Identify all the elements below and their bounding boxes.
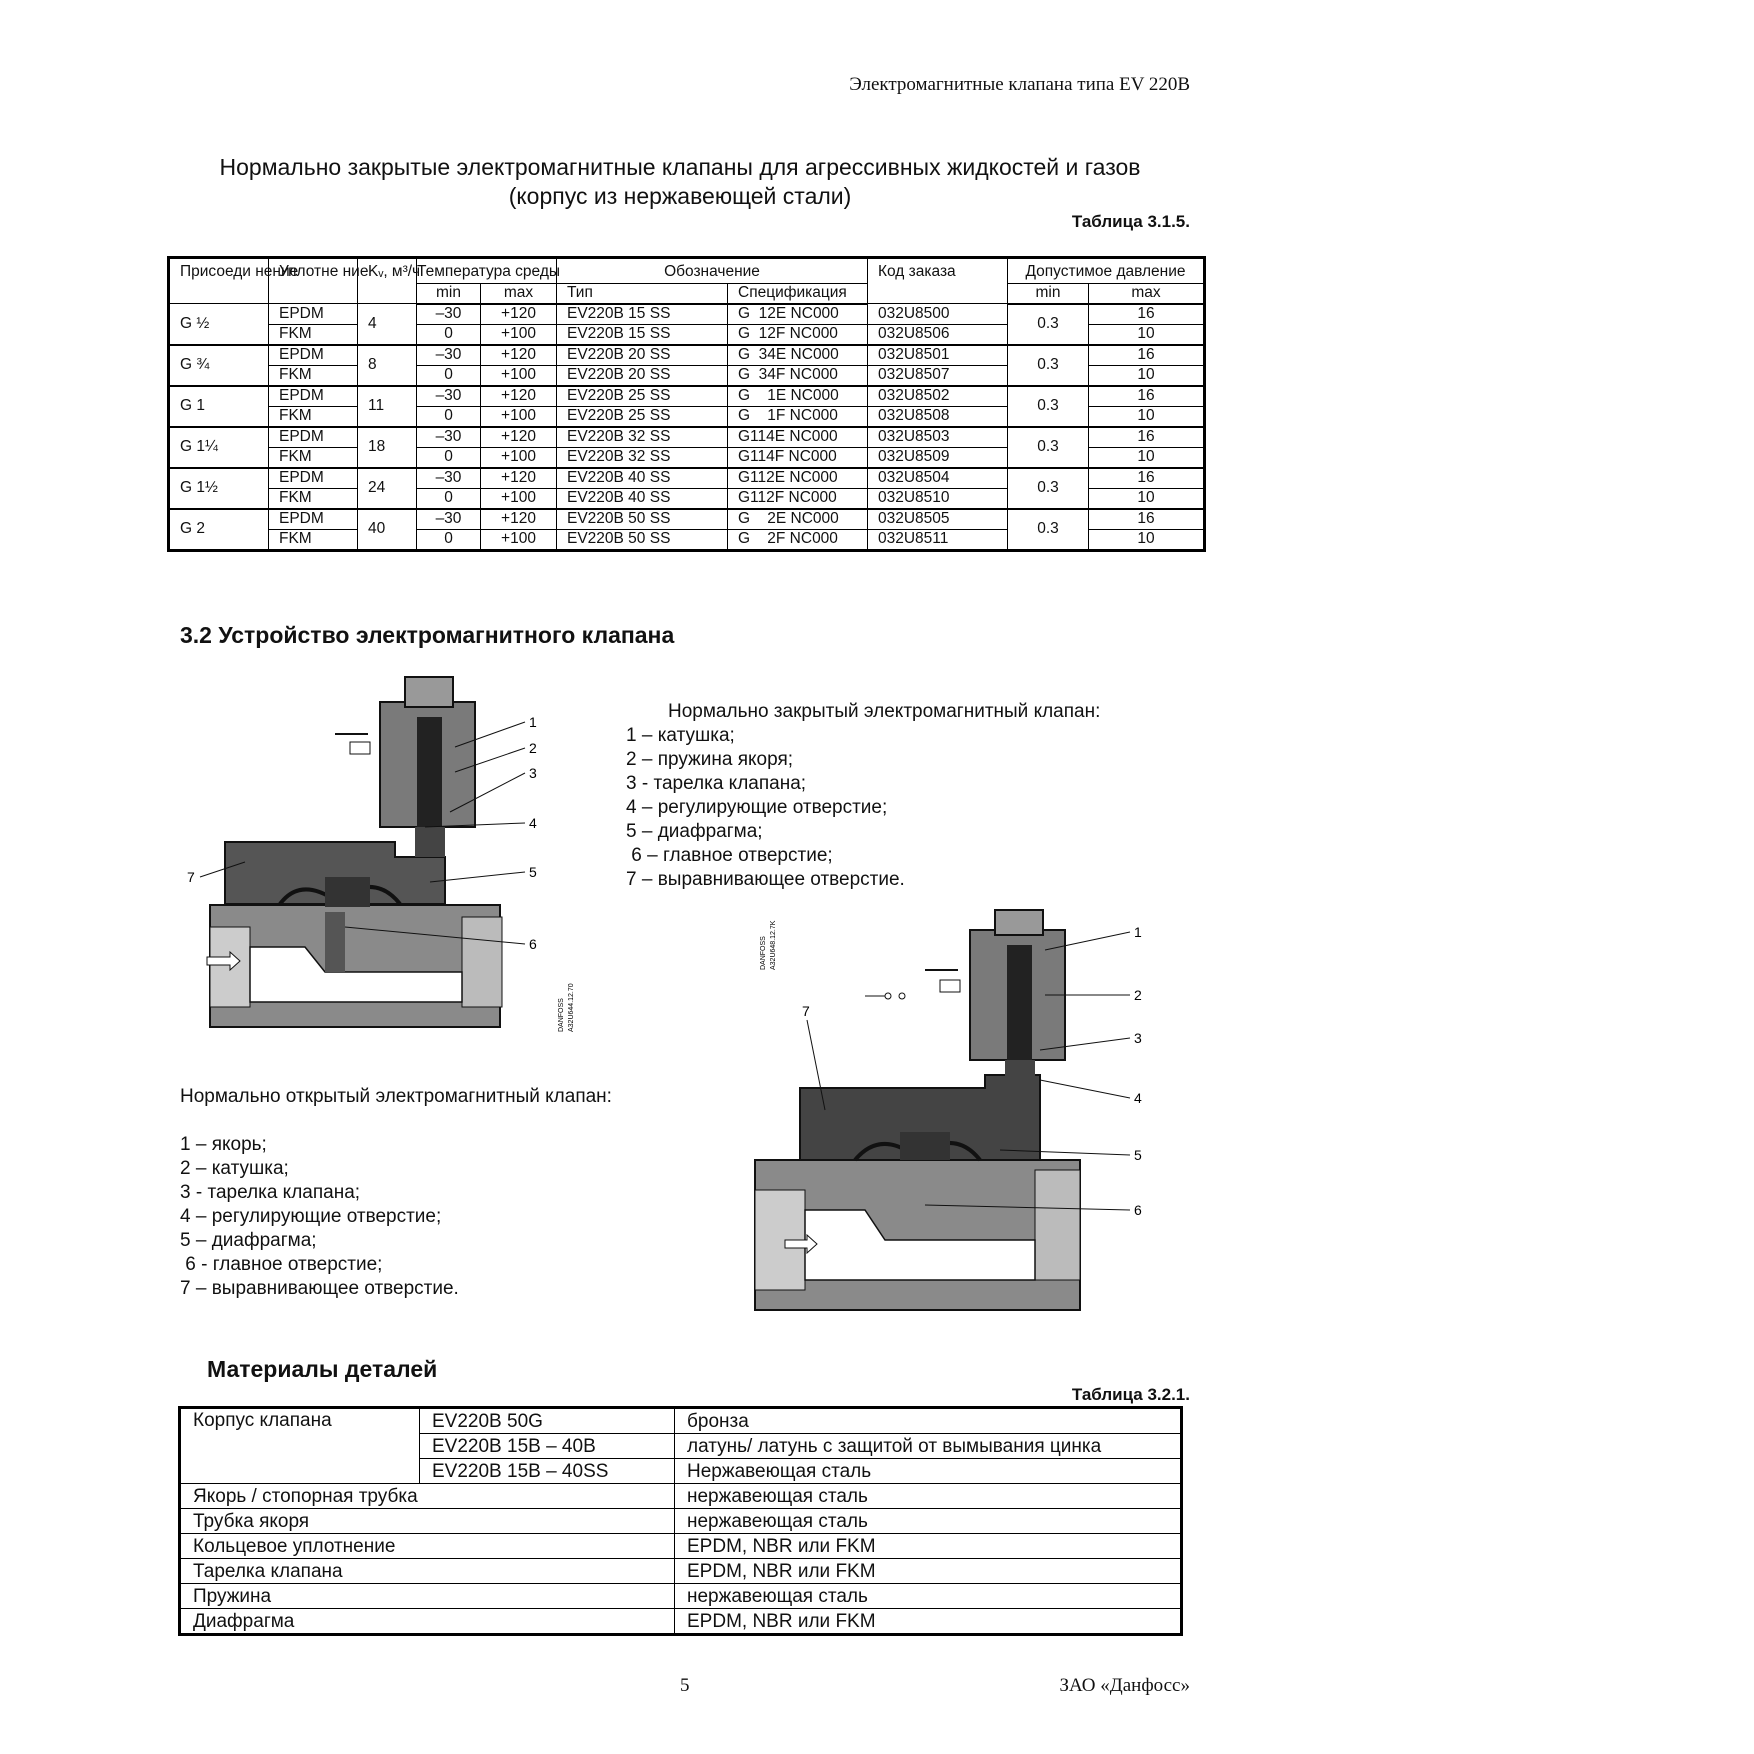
cell-pressure-max: 10 bbox=[1089, 406, 1205, 427]
outlet-thread bbox=[462, 917, 502, 1007]
cell-temp-min: 0 bbox=[417, 488, 481, 509]
cell-temp-min: 0 bbox=[417, 406, 481, 427]
col-temp-max: max bbox=[481, 283, 557, 303]
cell-material: Нержавеющая сталь bbox=[675, 1459, 1182, 1484]
coil-cap bbox=[995, 910, 1043, 935]
cell-part: Пружина bbox=[180, 1584, 675, 1609]
cell-pressure-max: 16 bbox=[1089, 386, 1205, 407]
callout-4: 4 bbox=[1134, 1090, 1142, 1106]
col-pressure-min: min bbox=[1008, 283, 1089, 303]
table-row bbox=[169, 427, 1205, 448]
valve-spec-table bbox=[167, 256, 1206, 552]
nc-legend-items bbox=[626, 724, 1100, 892]
cell-temp-max: +120 bbox=[481, 427, 557, 448]
cell-spec: G 12E NC000 bbox=[728, 304, 868, 325]
cell-spec: G 1F NC000 bbox=[728, 406, 868, 427]
cell-order-code: 032U8501 bbox=[868, 345, 1008, 366]
cell-pressure-max: 16 bbox=[1089, 509, 1205, 530]
cell-order-code: 032U8509 bbox=[868, 447, 1008, 468]
cell-model: EV220B 50G bbox=[420, 1408, 675, 1434]
cell-temp-min: 0 bbox=[417, 447, 481, 468]
cell-connection: G 1 bbox=[169, 386, 269, 427]
cell-spec: G112E NC000 bbox=[728, 468, 868, 489]
cell-part: Диафрагма bbox=[180, 1609, 675, 1635]
callout-2: 2 bbox=[529, 740, 537, 756]
no-legend-items bbox=[180, 1133, 612, 1301]
cell-spec: G 1E NC000 bbox=[728, 386, 868, 407]
table-row bbox=[180, 1584, 1182, 1609]
no-legend-item: 3 - тарелка клапана; bbox=[180, 1182, 361, 1203]
cell-seal: FKM bbox=[269, 406, 358, 427]
table-row bbox=[169, 386, 1205, 407]
col-connection: Присоеди нение bbox=[169, 258, 269, 304]
cell-temp-max: +100 bbox=[481, 447, 557, 468]
cell-pressure-max: 16 bbox=[1089, 468, 1205, 489]
materials-table-ref: Таблица 3.2.1. bbox=[1071, 1385, 1190, 1404]
callout-6: 6 bbox=[529, 936, 537, 952]
table-row bbox=[169, 509, 1205, 530]
cell-seal: EPDM bbox=[269, 386, 358, 407]
cell-pressure-min: 0.3 bbox=[1008, 427, 1089, 468]
drawing-code: A32U644.12.70 bbox=[568, 983, 575, 1032]
spring bbox=[900, 1132, 950, 1160]
cell-pressure-max: 10 bbox=[1089, 324, 1205, 345]
cell-temp-min: –30 bbox=[417, 427, 481, 448]
no-valve-diagram bbox=[755, 910, 1185, 1330]
cell-pressure-max: 10 bbox=[1089, 488, 1205, 509]
cell-pressure-max: 10 bbox=[1089, 365, 1205, 386]
cell-temp-min: 0 bbox=[417, 365, 481, 386]
cell-part: Трубка якоря bbox=[180, 1509, 675, 1534]
cell-type: EV220B 40 SS bbox=[557, 468, 728, 489]
cell-part: Кольцевое уплотнение bbox=[180, 1534, 675, 1559]
table-row bbox=[180, 1534, 1182, 1559]
terminal bbox=[940, 980, 960, 992]
cell-connection: G 2 bbox=[169, 509, 269, 551]
page-title bbox=[165, 153, 1195, 211]
page-title-line1: Нормально закрытые электромагнитные клапаны для агрессивных жидкостей и газов bbox=[219, 154, 1141, 180]
nc-valve-diagram bbox=[185, 672, 605, 1052]
table-ref: Таблица 3.1.5. bbox=[1071, 212, 1190, 231]
cell-pressure-max: 10 bbox=[1089, 447, 1205, 468]
cell-temp-max: +100 bbox=[481, 529, 557, 550]
cell-order-code: 032U8511 bbox=[868, 529, 1008, 550]
cell-order-code: 032U8508 bbox=[868, 406, 1008, 427]
cell-spec: G 12F NC000 bbox=[728, 324, 868, 345]
cell-temp-min: –30 bbox=[417, 509, 481, 530]
callout-1: 1 bbox=[1134, 924, 1142, 940]
cell-temp-min: –30 bbox=[417, 304, 481, 325]
col-temperature: Температура среды bbox=[417, 258, 557, 284]
callout-5: 5 bbox=[529, 864, 537, 880]
outlet-thread bbox=[1035, 1170, 1080, 1280]
maker-mark: DANFOSS bbox=[558, 998, 565, 1032]
cell-spec: G 34F NC000 bbox=[728, 365, 868, 386]
col-kv: Kᵥ, м³/ч bbox=[358, 258, 417, 304]
callout-1: 1 bbox=[529, 714, 537, 730]
cell-order-code: 032U8510 bbox=[868, 488, 1008, 509]
no-legend-item: 4 – регулирующие отверстие; bbox=[180, 1206, 442, 1227]
col-order-code: Код заказа bbox=[868, 258, 1008, 304]
cell-seal: FKM bbox=[269, 365, 358, 386]
switch-contact bbox=[899, 993, 905, 999]
col-type: Тип bbox=[557, 283, 728, 303]
cell-temp-max: +100 bbox=[481, 488, 557, 509]
armature bbox=[417, 717, 442, 827]
cell-pressure-min: 0.3 bbox=[1008, 468, 1089, 509]
cell-material: нержавеющая сталь bbox=[675, 1509, 1182, 1534]
cell-type: EV220B 25 SS bbox=[557, 406, 728, 427]
coil-cap bbox=[405, 677, 453, 707]
cell-spec: G112F NC000 bbox=[728, 488, 868, 509]
cell-order-code: 032U8500 bbox=[868, 304, 1008, 325]
switch-contact bbox=[885, 993, 891, 999]
callout-2: 2 bbox=[1134, 987, 1142, 1003]
callout-3: 3 bbox=[1134, 1030, 1142, 1046]
cell-connection: G 1½ bbox=[169, 468, 269, 509]
col-designation: Обозначение bbox=[557, 258, 868, 284]
cell-type: EV220B 15 SS bbox=[557, 324, 728, 345]
cell-type: EV220B 25 SS bbox=[557, 386, 728, 407]
main-bore-wall bbox=[325, 912, 345, 972]
page-title-line2: (корпус из нержавеющей стали) bbox=[508, 183, 852, 209]
callout-6: 6 bbox=[1134, 1202, 1142, 1218]
table-row bbox=[180, 1559, 1182, 1584]
no-legend-title: Нормально открытый электромагнитный клапан: bbox=[180, 1086, 612, 1107]
cell-kv: 11 bbox=[358, 386, 417, 427]
table-row bbox=[180, 1408, 1182, 1434]
cell-temp-max: +120 bbox=[481, 386, 557, 407]
callout-7: 7 bbox=[802, 1003, 810, 1019]
cell-kv: 24 bbox=[358, 468, 417, 509]
spring bbox=[325, 877, 370, 907]
cell-seal: EPDM bbox=[269, 509, 358, 530]
nc-legend-item: 7 – выравнивающее отверстие. bbox=[626, 869, 905, 890]
table-row bbox=[180, 1509, 1182, 1534]
cell-material: бронза bbox=[675, 1408, 1182, 1434]
armature-tube bbox=[415, 827, 445, 857]
cell-seal: EPDM bbox=[269, 427, 358, 448]
nc-legend-item: 1 – катушка; bbox=[626, 725, 735, 746]
cell-type: EV220B 20 SS bbox=[557, 365, 728, 386]
armature bbox=[1007, 945, 1032, 1060]
callout-4: 4 bbox=[529, 815, 537, 831]
cell-type: EV220B 50 SS bbox=[557, 529, 728, 550]
no-legend-item: 2 – катушка; bbox=[180, 1158, 289, 1179]
no-legend-item: 1 – якорь; bbox=[180, 1134, 267, 1155]
table-row bbox=[180, 1484, 1182, 1509]
cell-temp-min: 0 bbox=[417, 529, 481, 550]
cell-model: EV220B 15B – 40SS bbox=[420, 1459, 675, 1484]
maker-mark: DANFOSS bbox=[760, 936, 767, 970]
cell-order-code: 032U8506 bbox=[868, 324, 1008, 345]
cell-order-code: 032U8502 bbox=[868, 386, 1008, 407]
col-seal: Уплотне ние bbox=[269, 258, 358, 304]
cell-order-code: 032U8507 bbox=[868, 365, 1008, 386]
cell-kv: 4 bbox=[358, 304, 417, 345]
no-legend bbox=[180, 1085, 612, 1301]
cell-connection: G ½ bbox=[169, 304, 269, 345]
cell-seal: EPDM bbox=[269, 304, 358, 325]
cell-temp-max: +120 bbox=[481, 304, 557, 325]
table-row bbox=[169, 468, 1205, 489]
no-legend-item: 6 - главное отверстие; bbox=[180, 1254, 383, 1275]
cell-temp-min: 0 bbox=[417, 324, 481, 345]
cell-part: Корпус клапана bbox=[180, 1408, 420, 1484]
cell-seal: EPDM bbox=[269, 345, 358, 366]
nc-legend-item: 2 – пружина якоря; bbox=[626, 749, 794, 770]
cell-pressure-min: 0.3 bbox=[1008, 304, 1089, 345]
no-legend-item: 7 – выравнивающее отверстие. bbox=[180, 1278, 459, 1299]
cell-temp-max: +120 bbox=[481, 345, 557, 366]
cell-spec: G114F NC000 bbox=[728, 447, 868, 468]
cell-pressure-min: 0.3 bbox=[1008, 386, 1089, 427]
cell-pressure-max: 16 bbox=[1089, 345, 1205, 366]
cell-temp-max: +100 bbox=[481, 324, 557, 345]
callout-7: 7 bbox=[187, 869, 195, 885]
col-pressure-max: max bbox=[1089, 283, 1205, 303]
device-section-title: 3.2 Устройство электромагнитного клапана bbox=[180, 622, 675, 648]
col-pressure: Допустимое давление bbox=[1008, 258, 1205, 284]
table-row bbox=[169, 304, 1205, 325]
cell-spec: G 34E NC000 bbox=[728, 345, 868, 366]
cell-type: EV220B 15 SS bbox=[557, 304, 728, 325]
cell-order-code: 032U8504 bbox=[868, 468, 1008, 489]
no-legend-item: 5 – диафрагма; bbox=[180, 1230, 317, 1251]
materials-table bbox=[178, 1406, 1183, 1636]
table-row bbox=[169, 345, 1205, 366]
materials-title: Материалы деталей bbox=[207, 1356, 438, 1382]
cell-pressure-max: 16 bbox=[1089, 427, 1205, 448]
cell-order-code: 032U8503 bbox=[868, 427, 1008, 448]
cell-type: EV220B 40 SS bbox=[557, 488, 728, 509]
nc-legend-item: 3 - тарелка клапана; bbox=[626, 773, 807, 794]
cell-order-code: 032U8505 bbox=[868, 509, 1008, 530]
cell-model: EV220B 15B – 40B bbox=[420, 1434, 675, 1459]
cell-type: EV220B 50 SS bbox=[557, 509, 728, 530]
cell-spec: G 2E NC000 bbox=[728, 509, 868, 530]
cell-kv: 8 bbox=[358, 345, 417, 386]
drawing-code: A32U648.12.7K bbox=[770, 920, 777, 970]
cell-material: EPDM, NBR или FKM bbox=[675, 1609, 1182, 1635]
cell-material: нержавеющая сталь bbox=[675, 1584, 1182, 1609]
cell-pressure-max: 16 bbox=[1089, 304, 1205, 325]
cell-part: Якорь / стопорная трубка bbox=[180, 1484, 675, 1509]
cell-seal: FKM bbox=[269, 488, 358, 509]
cell-type: EV220B 32 SS bbox=[557, 427, 728, 448]
col-specification: Спецификация bbox=[728, 283, 868, 303]
cell-type: EV220B 32 SS bbox=[557, 447, 728, 468]
materials-table-body bbox=[180, 1408, 1182, 1635]
cell-temp-max: +120 bbox=[481, 468, 557, 489]
cell-seal: FKM bbox=[269, 529, 358, 550]
nc-legend bbox=[626, 700, 1100, 892]
cell-material: EPDM, NBR или FKM bbox=[675, 1559, 1182, 1584]
cell-kv: 18 bbox=[358, 427, 417, 468]
callout-line bbox=[1040, 1080, 1130, 1098]
cell-type: EV220B 20 SS bbox=[557, 345, 728, 366]
cell-kv: 40 bbox=[358, 509, 417, 551]
cell-temp-min: –30 bbox=[417, 468, 481, 489]
cell-connection: G ¾ bbox=[169, 345, 269, 386]
nc-legend-item: 5 – диафрагма; bbox=[626, 821, 763, 842]
cell-pressure-min: 0.3 bbox=[1008, 345, 1089, 386]
callout-3: 3 bbox=[529, 765, 537, 781]
cell-seal: EPDM bbox=[269, 468, 358, 489]
cell-temp-max: +120 bbox=[481, 509, 557, 530]
running-header: Электромагнитные клапана типа EV 220B bbox=[849, 74, 1190, 95]
terminal bbox=[350, 742, 370, 754]
nc-legend-title: Нормально закрытый электромагнитный клапан: bbox=[668, 701, 1101, 722]
armature-tube bbox=[1005, 1060, 1035, 1078]
cell-pressure-min: 0.3 bbox=[1008, 509, 1089, 551]
cell-temp-max: +100 bbox=[481, 365, 557, 386]
footer-company: ЗАО «Данфосс» bbox=[1059, 1675, 1190, 1696]
cell-material: нержавеющая сталь bbox=[675, 1484, 1182, 1509]
cell-seal: FKM bbox=[269, 447, 358, 468]
cell-spec: G114E NC000 bbox=[728, 427, 868, 448]
cell-connection: G 1¼ bbox=[169, 427, 269, 468]
col-temp-min: min bbox=[417, 283, 481, 303]
cell-temp-min: –30 bbox=[417, 386, 481, 407]
cell-pressure-max: 10 bbox=[1089, 529, 1205, 550]
spec-table-body bbox=[169, 304, 1205, 551]
cell-seal: FKM bbox=[269, 324, 358, 345]
callout-5: 5 bbox=[1134, 1147, 1142, 1163]
cell-spec: G 2F NC000 bbox=[728, 529, 868, 550]
table-row bbox=[180, 1609, 1182, 1635]
cell-material: латунь/ латунь с защитой от вымывания цинка bbox=[675, 1434, 1182, 1459]
nc-legend-item: 6 – главное отверстие; bbox=[626, 845, 833, 866]
cell-temp-max: +100 bbox=[481, 406, 557, 427]
nc-legend-item: 4 – регулирующие отверстие; bbox=[626, 797, 888, 818]
cell-temp-min: –30 bbox=[417, 345, 481, 366]
page-number: 5 bbox=[680, 1675, 690, 1696]
cell-material: EPDM, NBR или FKM bbox=[675, 1534, 1182, 1559]
cell-part: Тарелка клапана bbox=[180, 1559, 675, 1584]
